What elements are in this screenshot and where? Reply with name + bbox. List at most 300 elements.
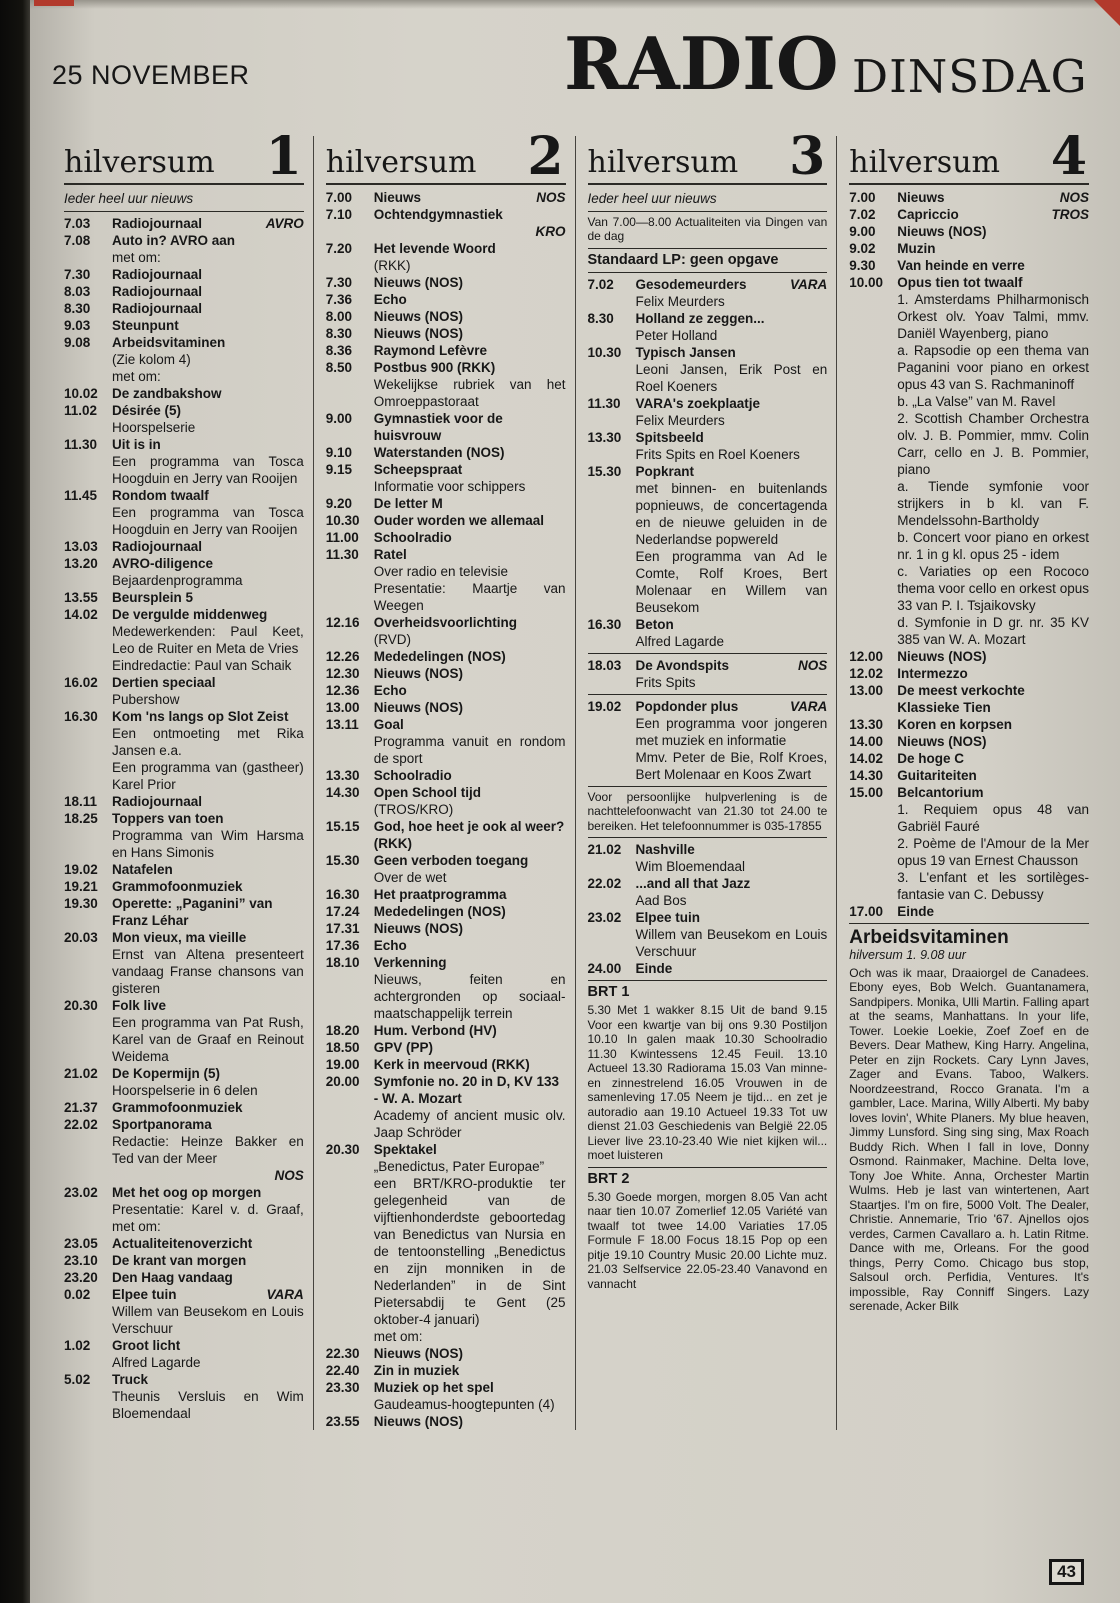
program-row <box>326 240 566 274</box>
text-paragraph: 5.30 Goede morgen, morgen 8.05 Van acht naar tien 10.07 Zomerlief 12.05 Variété van twaalf tot twee 14.00 Variaties 17.05 Formule F 18.00 Focus 18.15 Pop op een pitje 19.10 Country Music 20.00 Lichte muz. 21.03 Selfservice 22.05-23.40 Vanavond en vannacht <box>587 1189 828 1291</box>
station-number: 3 <box>789 126 826 187</box>
station-header <box>64 126 304 187</box>
program-row <box>64 436 304 487</box>
program-detail: 1. Requiem opus 48 van Gabriël Fauré <box>897 801 1089 834</box>
program-row <box>64 606 304 674</box>
program-time: 14.00 <box>849 733 884 749</box>
program-detail: met om: <box>373 1328 423 1344</box>
broadcaster-tag: VARA <box>789 276 828 292</box>
program-row <box>588 276 828 310</box>
program-time: 18.03 <box>587 657 622 673</box>
program-content <box>112 232 304 266</box>
broadcaster-tag: AVRO <box>265 215 304 231</box>
news-note: Ieder heel uur nieuws <box>587 190 717 206</box>
program-row <box>849 648 1089 665</box>
program-row <box>64 555 304 589</box>
program-row <box>326 308 566 325</box>
program-time: 12.00 <box>849 648 884 664</box>
program-content <box>112 708 304 793</box>
column-hilversum-4 <box>836 126 1098 1430</box>
program-title: Overheidsvoorlichting <box>373 614 518 630</box>
program-time: 22.02 <box>64 1116 98 1132</box>
program-content <box>636 909 828 960</box>
program-detail: Academy of ancient music olv. Jaap Schröder <box>373 1107 566 1140</box>
program-content <box>112 606 304 674</box>
program-time: 11.02 <box>64 402 98 418</box>
program-content <box>897 189 1089 206</box>
program-time: 15.15 <box>325 818 360 834</box>
program-content <box>112 1184 304 1235</box>
program-time: 13.55 <box>64 589 98 605</box>
program-content <box>374 614 566 648</box>
program-time: 19.02 <box>64 861 98 877</box>
program-title: Postbus 900 (RKK) <box>373 359 496 375</box>
program-row <box>326 274 566 291</box>
program-content <box>374 784 566 818</box>
program-content <box>112 215 304 232</box>
program-title: De vergulde middenweg <box>112 606 268 622</box>
program-content <box>112 793 304 810</box>
program-detail: (TROS/KRO) <box>373 801 454 817</box>
program-row <box>326 461 566 495</box>
program-content <box>374 189 566 206</box>
program-row <box>326 1039 566 1056</box>
program-row <box>849 189 1089 206</box>
divider-rule <box>588 653 828 654</box>
program-content <box>374 342 566 359</box>
program-time: 23.02 <box>64 1184 98 1200</box>
program-content <box>374 495 566 512</box>
section-header: Arbeidsvitaminen <box>849 926 1009 948</box>
program-detail: Leoni Jansen, Erik Post en Roel Koeners <box>635 361 828 394</box>
program-detail: Presentatie: Karel v. d. Graaf, met om: <box>112 1201 304 1234</box>
station-name: hilversum <box>325 144 477 180</box>
program-title: Spektakel <box>373 1141 437 1157</box>
broadcaster-tag: TROS <box>1051 206 1089 222</box>
program-row <box>64 334 304 385</box>
program-row <box>64 997 304 1065</box>
program-title: Guitariteiten <box>897 767 977 783</box>
program-row <box>64 487 304 538</box>
program-time: 23.10 <box>64 1252 98 1268</box>
program-time: 17.24 <box>325 903 360 919</box>
program-detail: Hoorspelserie in 6 delen <box>112 1082 258 1098</box>
program-detail: Alfred Lagarde <box>112 1354 201 1370</box>
program-title: Radiojournaal <box>112 283 203 299</box>
station-number: 2 <box>527 126 564 187</box>
program-title: Actualiteitenoverzicht <box>112 1235 253 1251</box>
program-row <box>588 429 828 463</box>
program-detail: Aad Bos <box>635 893 687 909</box>
program-content <box>636 344 828 395</box>
program-row <box>64 215 304 232</box>
program-row <box>64 317 304 334</box>
program-detail: Informatie voor schippers <box>373 478 526 494</box>
program-content <box>374 1056 566 1073</box>
program-title: Toppers van toen <box>112 810 224 826</box>
program-row <box>326 937 566 954</box>
program-content <box>374 1345 566 1362</box>
program-time: 7.30 <box>64 266 91 282</box>
program-row <box>64 589 304 606</box>
program-content <box>374 291 566 308</box>
program-title: Nieuws (NOS) <box>897 648 987 664</box>
program-content <box>636 429 828 463</box>
program-content <box>897 750 1089 767</box>
program-row <box>64 1065 304 1099</box>
program-row <box>64 300 304 317</box>
program-row <box>326 1056 566 1073</box>
program-content <box>374 699 566 716</box>
program-title: Van heinde en verre <box>897 257 1025 273</box>
program-detail: a. Tiende symfonie voor strijkers in b kl. van F. Mendelssohn-Bartholdy <box>897 478 1089 528</box>
program-time: 9.10 <box>325 444 353 460</box>
program-time: 8.00 <box>325 308 353 324</box>
column-hilversum-3 <box>575 126 837 1430</box>
program-title: Elpee tuin <box>635 910 701 926</box>
program-title: Radiojournaal <box>112 793 203 809</box>
program-time: 18.25 <box>64 810 98 826</box>
program-row <box>326 903 566 920</box>
program-row <box>64 1286 304 1337</box>
program-title: Uit is in <box>112 436 161 452</box>
program-row <box>326 325 566 342</box>
program-title: De Kopermijn (5) <box>112 1065 221 1081</box>
page-header <box>52 21 1098 132</box>
program-row <box>64 708 304 793</box>
program-row <box>588 616 828 650</box>
program-row <box>849 206 1089 223</box>
program-title: Muzin <box>897 240 936 256</box>
program-content <box>374 665 566 682</box>
program-content <box>897 648 1089 665</box>
program-content <box>636 616 828 650</box>
program-time: 7.30 <box>325 274 353 290</box>
program-detail: Presentatie: Maartje van Weegen <box>373 580 566 613</box>
text-paragraph: Voor persoonlijke hulpverlening is de nachttelefoonwacht van 21.30 tot 24.00 te bereiken. Het telefoonnummer is 035-17855 <box>587 789 828 833</box>
program-detail: Alfred Lagarde <box>635 633 725 649</box>
program-title: Grammofoonmuziek <box>112 1099 243 1115</box>
program-title: De letter M <box>373 495 443 511</box>
program-row <box>64 385 304 402</box>
program-title: Folk live <box>112 997 167 1013</box>
program-title: Belcantorium <box>897 784 984 800</box>
program-content <box>374 461 566 495</box>
program-time: 20.30 <box>325 1141 360 1157</box>
program-content <box>374 716 566 767</box>
program-row <box>849 665 1089 682</box>
column-list-3 <box>588 185 828 1292</box>
program-title: Nieuws (NOS) <box>373 665 464 681</box>
program-time: 16.30 <box>587 616 622 632</box>
program-detail: b. „La Valse” van M. Ravel <box>897 393 1056 409</box>
program-title: Steunpunt <box>112 317 179 333</box>
program-row <box>588 875 828 909</box>
program-title: Goal <box>373 716 404 732</box>
program-row <box>326 1141 566 1345</box>
divider-rule <box>64 211 304 212</box>
program-detail: 1. Amsterdams Philharmonisch Orkest olv. Yoav Talmi, mmv. Daniël Wayenberg, piano <box>897 291 1089 341</box>
program-content <box>897 784 1089 903</box>
station-name: hilversum <box>587 144 739 180</box>
station-number: 4 <box>1050 126 1087 187</box>
station-header <box>587 126 828 187</box>
program-content <box>112 385 304 402</box>
program-title: Holland ze zeggen... <box>635 310 765 326</box>
program-title: NOS De Avondspits <box>635 657 828 673</box>
program-row <box>326 920 566 937</box>
program-row <box>849 682 1089 716</box>
program-content <box>374 308 566 325</box>
program-detail: d. Symfonie in D gr. nr. 35 KV 385 van W. A. Mozart <box>897 614 1089 647</box>
divider-rule <box>588 1167 828 1168</box>
program-row <box>64 538 304 555</box>
program-row <box>849 274 1089 648</box>
program-detail: Een programma voor jongeren met muziek en informatie <box>635 715 828 748</box>
program-time: 21.02 <box>587 842 622 858</box>
program-row <box>849 784 1089 903</box>
program-row <box>588 310 828 344</box>
program-row <box>326 1345 566 1362</box>
program-time: 19.02 <box>587 698 622 714</box>
program-detail: Medewerkenden: Paul Keet, Leo de Ruiter en Meta de Vries <box>112 623 304 656</box>
program-time: 5.02 <box>64 1371 91 1387</box>
text-paragraph: 5.30 Met 1 wakker 8.15 Uit de band 9.15 Voor een kwartje van bij ons 9.30 Postiljon 10.10 In galen maak 10.30 Schoolradio 11.30 Kwintessens 12.45 Feuil. 13.10 Actueel 13.30 Radiorama 15.03 Van minne- en zinnestrelend 16.05 Vrouwen in de samenleving 17.05 Neem je tijd... en zet je autoradio aan 19.10 Actueel 19.33 Tot uw dienst 21.03 Geschiedenis van België 22.05 Liever live 23.10-23.40 Wie niet kijken wil... moet luisteren <box>587 1003 828 1163</box>
program-time: 12.16 <box>325 614 360 630</box>
program-title: Raymond Lefèvre <box>373 342 488 358</box>
program-time: 16.30 <box>64 708 98 724</box>
program-row <box>849 750 1089 767</box>
column-hilversum-1 <box>52 126 313 1430</box>
program-time: 8.30 <box>587 310 614 326</box>
program-content <box>112 929 304 997</box>
divider-rule <box>588 694 828 695</box>
program-detail: Felix Meurders <box>635 412 725 428</box>
program-content <box>374 954 566 1022</box>
program-content <box>897 716 1089 733</box>
program-title: God, hoe heet je ook al weer? (RKK) <box>373 818 565 851</box>
program-detail: Mmv. Peter de Bie, Rolf Kroes, Bert Molenaar en Koos Zwart <box>635 749 828 782</box>
divider-rule <box>588 786 828 787</box>
program-row <box>64 1235 304 1252</box>
program-row <box>849 903 1089 920</box>
program-detail: Een programma van Pat Rush, Karel van de Graaf en Reinout Weidema <box>112 1014 304 1064</box>
program-detail: c. Variaties op een Rococo thema voor cello en orkest opus 33 van P. I. Tsjaikovsky <box>897 563 1089 613</box>
program-time: 7.03 <box>64 215 91 231</box>
program-content <box>897 223 1089 240</box>
program-detail: Peter Holland <box>635 327 718 343</box>
program-content <box>374 1379 566 1413</box>
program-content <box>112 283 304 300</box>
program-title: Einde <box>635 961 673 977</box>
program-detail: Willem van Beusekom en Louis Verschuur <box>112 1303 304 1336</box>
program-content <box>112 895 304 929</box>
program-title: Het praatprogramma <box>373 886 507 902</box>
program-row <box>64 1252 304 1269</box>
program-row <box>326 291 566 308</box>
program-detail: Programma vanuit en rondom de sport <box>373 733 566 766</box>
program-content <box>897 274 1089 648</box>
program-title: De krant van morgen <box>112 1252 247 1268</box>
program-title: Groot licht <box>112 1337 181 1353</box>
program-title: NOS Nieuws <box>897 189 1089 205</box>
program-title: Echo <box>373 291 407 307</box>
program-row <box>326 665 566 682</box>
program-title: De hoge C <box>897 750 965 766</box>
program-row <box>588 909 828 960</box>
section-header: BRT 2 <box>587 1170 630 1187</box>
program-row <box>64 861 304 878</box>
program-time: 20.03 <box>64 929 98 945</box>
program-title: Radiojournaal <box>112 266 203 282</box>
program-row <box>326 1413 566 1430</box>
program-title: Nieuws (NOS) <box>373 325 464 341</box>
program-content <box>374 359 566 410</box>
program-content <box>636 276 828 310</box>
program-content <box>374 818 566 852</box>
program-row <box>326 342 566 359</box>
program-detail: Theunis Versluis en Wim Bloemendaal <box>112 1388 304 1421</box>
program-row <box>588 463 828 616</box>
program-row <box>326 546 566 614</box>
program-row <box>64 266 304 283</box>
program-title: Schoolradio <box>373 767 452 783</box>
program-time: 9.00 <box>849 223 876 239</box>
program-detail: met om: <box>112 249 161 265</box>
program-content <box>897 257 1089 274</box>
program-time: 17.31 <box>325 920 360 936</box>
program-content <box>897 665 1089 682</box>
program-title: Intermezzo <box>897 665 968 681</box>
program-title: Radiojournaal <box>112 300 203 316</box>
program-content <box>112 1235 304 1252</box>
program-time: 1.02 <box>64 1337 91 1353</box>
program-row <box>326 1073 566 1141</box>
program-title: Koren en korpsen <box>897 716 1013 732</box>
program-time: 9.03 <box>64 317 91 333</box>
program-title: Truck <box>112 1371 149 1387</box>
broadcaster-tag: NOS <box>274 1167 304 1183</box>
program-time: 15.30 <box>587 463 622 479</box>
program-time: 10.30 <box>587 344 622 360</box>
program-title: Mededelingen (NOS) <box>373 648 506 664</box>
program-time: 11.00 <box>325 529 359 545</box>
program-title: Dertien speciaal <box>112 674 216 690</box>
program-time: 23.02 <box>587 910 622 926</box>
program-row <box>326 614 566 648</box>
program-time: 13.03 <box>64 538 98 554</box>
program-title: Nieuws (NOS) <box>373 699 464 715</box>
program-title: VARA Popdonder plus <box>635 698 828 714</box>
program-row <box>64 283 304 300</box>
program-row <box>588 395 828 429</box>
program-time: 0.02 <box>64 1286 91 1302</box>
program-title: VARA Gesodemeurders <box>635 276 828 292</box>
program-time: 23.05 <box>64 1235 98 1251</box>
program-title: Symfonie no. 20 in D, KV 133 - W. A. Mozart <box>373 1073 560 1106</box>
program-detail: een BRT/KRO-produktie ter gelegenheid van de vijftienhonderdste geboortedag van Benedictus van Nursia en de tentoonstelling „Benedictus en zijn monniken in de Nederlanden” in de Sint Pietersabdij te Gent (25 oktober-4 januari) <box>373 1175 566 1327</box>
program-detail: Wim Bloemendaal <box>635 859 746 875</box>
broadcaster-tag: NOS <box>536 189 566 205</box>
station-name: hilversum <box>849 144 1000 180</box>
program-content <box>112 1286 304 1337</box>
program-title: Geen verboden toegang <box>373 852 529 868</box>
program-detail: Over radio en televisie <box>373 563 509 579</box>
broadcaster-tag: VARA <box>789 698 828 714</box>
program-time: 23.30 <box>325 1379 360 1395</box>
program-title: AVRO-diligence <box>112 555 214 571</box>
program-detail: Een programma van (gastheer) Karel Prior <box>112 759 304 792</box>
program-time: 19.00 <box>325 1056 360 1072</box>
program-detail: Ernst van Altena presenteert vandaag Franse chansons van gisteren <box>112 946 304 996</box>
program-content <box>374 240 566 274</box>
program-row <box>326 512 566 529</box>
program-detail: 2. Scottish Chamber Orchestra olv. J. B. Pommier, mmv. Colin Carr, cello en J. B. Pommier, piano <box>897 410 1089 477</box>
program-title: Echo <box>373 937 407 953</box>
column-list-4 <box>849 185 1089 1314</box>
program-row <box>64 674 304 708</box>
program-content <box>112 317 304 334</box>
section-header: BRT 1 <box>587 984 630 1001</box>
program-title: Mon vieux, ma vieille <box>112 929 247 945</box>
program-time: 20.30 <box>64 997 98 1013</box>
program-content <box>112 402 304 436</box>
program-detail: a. Rapsodie op een thema van Paganini voor piano en orkest opus 43 van S. Rachmaninoff <box>897 342 1089 392</box>
program-row <box>588 698 828 783</box>
divider-rule <box>588 272 828 273</box>
program-detail: Pubershow <box>112 691 180 707</box>
program-row <box>64 878 304 895</box>
program-detail: Frits Spits en Roel Koeners <box>635 446 800 462</box>
program-time: 11.30 <box>64 436 98 452</box>
program-content <box>374 903 566 920</box>
news-note: Ieder heel uur nieuws <box>64 190 194 206</box>
program-content <box>112 487 304 538</box>
program-time: 8.36 <box>325 342 353 358</box>
program-detail: Wekelijkse rubriek van het Omroeppastoraat <box>373 376 566 409</box>
program-title: Beursplein 5 <box>112 589 194 605</box>
program-content <box>112 589 304 606</box>
program-row <box>64 810 304 861</box>
program-content <box>374 648 566 665</box>
program-time: 18.20 <box>325 1022 360 1038</box>
program-content <box>112 1099 304 1116</box>
program-content <box>112 300 304 317</box>
program-title: Ochtendgymnastiek <box>373 206 503 222</box>
program-detail: Hoorspelserie <box>112 419 196 435</box>
program-time: 8.03 <box>64 283 91 299</box>
program-detail: (RVD) <box>373 631 412 647</box>
program-title: Désirée (5) <box>112 402 182 418</box>
program-title: Nashville <box>635 842 695 858</box>
program-content <box>112 266 304 283</box>
program-content <box>112 1337 304 1371</box>
program-title: Met het oog op morgen <box>112 1184 262 1200</box>
page-date: 25 NOVEMBER <box>52 60 250 90</box>
program-row <box>326 954 566 1022</box>
program-title: Popkrant <box>635 463 695 479</box>
program-row <box>326 359 566 410</box>
program-row <box>326 699 566 716</box>
program-time: 24.00 <box>587 961 622 977</box>
program-time: 21.37 <box>64 1099 98 1115</box>
program-detail: Een programma van Tosca Hoogduin en Jerry van Rooijen <box>112 504 304 537</box>
program-row <box>326 529 566 546</box>
program-detail: met binnen- en buitenlands popnieuws, de concertagenda en de nieuwe geluiden in de Nederlandse popwereld <box>635 480 828 547</box>
program-row <box>849 733 1089 750</box>
program-content <box>374 1413 566 1430</box>
program-title: De zandbakshow <box>112 385 222 401</box>
